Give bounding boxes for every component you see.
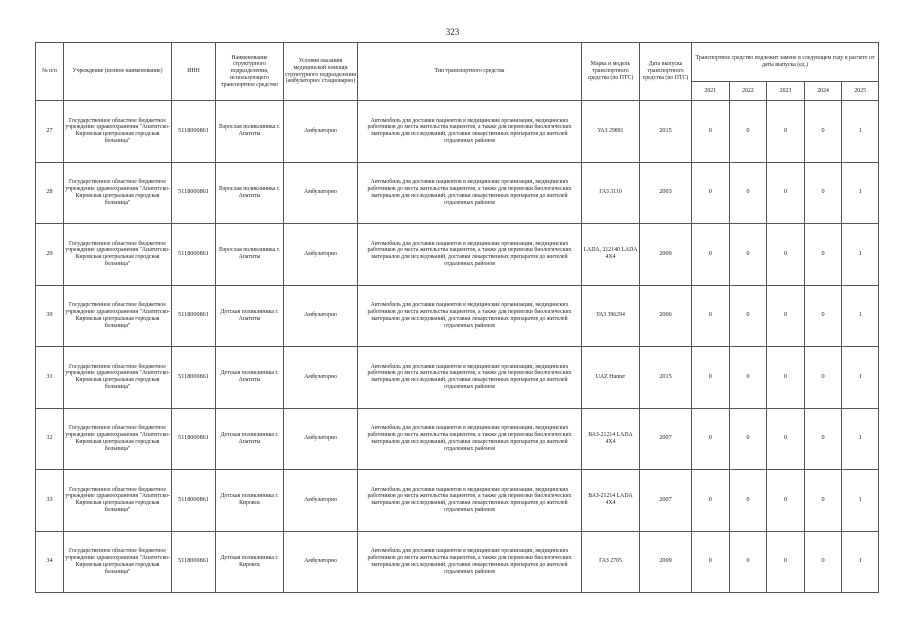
row-release-date: 2009 [640,224,692,286]
row-vehicle-type: Автомобиль для доставки пациентов в медицинские организации, медицинских работников до места жительства пациентов, а также для перевозки биологических материалов для исследований, доставки лекарственных препаратов до жителей отдаленных районов [358,285,582,347]
row-number: 33 [36,470,64,532]
header-inn: ИНН [172,43,216,101]
row-vehicle-type: Автомобиль для доставки пациентов в медицинские организации, медицинских работников до места жительства пациентов, а также для перевозки биологических материалов для исследований, доставки лекарственных препаратов до жителей отдаленных районов [358,470,582,532]
table-row [36,101,879,163]
row-number: 28 [36,162,64,224]
row-count-2024: 0 [804,101,842,163]
row-count-2022: 0 [729,470,767,532]
row-conditions: Амбулаторно [284,224,358,286]
row-number: 31 [36,347,64,409]
row-count-2025: 1 [842,531,879,593]
row-release-date: 2006 [640,285,692,347]
row-count-2024: 0 [804,347,842,409]
row-inn: 5118000861 [172,162,216,224]
row-count-2022: 0 [729,101,767,163]
row-subdivision: Детская поликлиника г. Кировск [216,470,284,532]
row-count-2023: 0 [767,470,805,532]
row-count-2024: 0 [804,531,842,593]
row-number: 34 [36,531,64,593]
table-row [36,347,879,409]
header-year-2021: 2021 [692,82,730,101]
header-year-2023: 2023 [767,82,805,101]
row-count-2024: 0 [804,285,842,347]
row-inn: 5118000861 [172,470,216,532]
row-count-2022: 0 [729,347,767,409]
row-vehicle-type: Автомобиль для доставки пациентов в медицинские организации, медицинских работников до места жительства пациентов, а также для перевозки биологических материалов для исследований, доставки лекарственных препаратов до жителей отдаленных районов [358,224,582,286]
header-year-2022: 2022 [729,82,767,101]
header-year-2025: 2025 [842,82,879,101]
row-count-2022: 0 [729,224,767,286]
row-count-2025: 1 [842,470,879,532]
row-number: 29 [36,224,64,286]
row-count-2022: 0 [729,408,767,470]
row-subdivision: Детская поликлиника г. Апатиты [216,347,284,409]
row-subdivision: Взрослая поликлиника г. Апатиты [216,101,284,163]
row-release-date: 2007 [640,470,692,532]
row-vehicle-type: Автомобиль для доставки пациентов в медицинские организации, медицинских работников до места жительства пациентов, а также для перевозки биологических материалов для исследований, доставки лекарственных препаратов до жителей отдаленных районов [358,101,582,163]
vehicle-table [35,42,879,593]
row-institution: Государственное областное бюджетное учреждение здравоохранения "Апатитско-Кировская центральная городская больница" [64,470,172,532]
row-conditions: Амбулаторно [284,347,358,409]
row-count-2021: 0 [692,101,730,163]
row-count-2023: 0 [767,224,805,286]
header-model: Марка и модель транспортного средства (по ПТС) [582,43,640,101]
row-count-2021: 0 [692,162,730,224]
header-institution: Учреждение (полное наименование) [64,43,172,101]
header-replacement: Транспортное средство подлежит замене в следующем году в расчете от даты выпуска (ед.) [692,43,879,82]
row-count-2021: 0 [692,531,730,593]
row-institution: Государственное областное бюджетное учреждение здравоохранения "Апатитско-Кировская центральная городская больница" [64,285,172,347]
header-year-2024: 2024 [804,82,842,101]
row-model: LADA, 212140 LADA 4X4 [582,224,640,286]
row-count-2023: 0 [767,347,805,409]
row-count-2021: 0 [692,470,730,532]
header-release-date: Дата выпуска транспортного средства (по ПТС) [640,43,692,101]
row-number: 32 [36,408,64,470]
row-subdivision: Детская поликлиника г. Кировск [216,531,284,593]
row-inn: 5118000861 [172,531,216,593]
row-conditions: Амбулаторно [284,162,358,224]
row-release-date: 2009 [640,531,692,593]
header-conditions: Условия оказания медицинской помощи структурного подразделения (амбулаторно/ стационарно) [284,43,358,101]
row-count-2025: 1 [842,285,879,347]
row-conditions: Амбулаторно [284,101,358,163]
row-model: ГАЗ 3110 [582,162,640,224]
row-count-2024: 0 [804,408,842,470]
row-count-2024: 0 [804,470,842,532]
row-vehicle-type: Автомобиль для доставки пациентов в медицинские организации, медицинских работников до места жительства пациентов, а также для перевозки биологических материалов для исследований, доставки лекарственных препаратов до жителей отдаленных районов [358,162,582,224]
table-row [36,285,879,347]
row-subdivision: Взрослая поликлиника г. Апатиты [216,162,284,224]
table-row [36,224,879,286]
header-type: Тип транспортного средства [358,43,582,101]
row-release-date: 2015 [640,101,692,163]
row-subdivision: Детская поликлиника г. Апатиты [216,408,284,470]
row-model: ВАЗ-21214 LADA 4X4 [582,470,640,532]
row-number: 30 [36,285,64,347]
row-conditions: Амбулаторно [284,470,358,532]
row-inn: 5118000861 [172,285,216,347]
row-count-2023: 0 [767,162,805,224]
row-conditions: Амбулаторно [284,285,358,347]
row-institution: Государственное областное бюджетное учреждение здравоохранения "Апатитско-Кировская центральная городская больница" [64,224,172,286]
row-inn: 5118000861 [172,224,216,286]
row-count-2025: 1 [842,162,879,224]
row-model: ГАЗ 2705 [582,531,640,593]
row-count-2023: 0 [767,531,805,593]
row-count-2023: 0 [767,101,805,163]
row-count-2025: 1 [842,347,879,409]
row-count-2021: 0 [692,224,730,286]
row-vehicle-type: Автомобиль для доставки пациентов в медицинские организации, медицинских работников до места жительства пациентов, а также для перевозки биологических материалов для исследований, доставки лекарственных препаратов до жителей отдаленных районов [358,347,582,409]
row-count-2025: 1 [842,101,879,163]
row-count-2022: 0 [729,162,767,224]
row-count-2025: 1 [842,408,879,470]
row-count-2021: 0 [692,285,730,347]
row-release-date: 2007 [640,408,692,470]
row-count-2021: 0 [692,347,730,409]
row-count-2022: 0 [729,531,767,593]
table-row [36,531,879,593]
table-row [36,408,879,470]
row-institution: Государственное областное бюджетное учреждение здравоохранения "Апатитско-Кировская центральная городская больница" [64,101,172,163]
table-row [36,162,879,224]
row-institution: Государственное областное бюджетное учреждение здравоохранения "Апатитско-Кировская центральная городская больница" [64,347,172,409]
row-subdivision: Взрослая поликлиника г. Апатиты [216,224,284,286]
row-conditions: Амбулаторно [284,408,358,470]
header-num: № п/п [36,43,64,101]
header-subdivision: Наименование структурного подразделения, использующего транспортное средство [216,43,284,101]
row-vehicle-type: Автомобиль для доставки пациентов в медицинские организации, медицинских работников до места жительства пациентов, а также для перевозки биологических материалов для исследований, доставки лекарственных препаратов до жителей отдаленных районов [358,531,582,593]
row-count-2025: 1 [842,224,879,286]
row-release-date: 2015 [640,347,692,409]
row-institution: Государственное областное бюджетное учреждение здравоохранения "Апатитско-Кировская центральная городская больница" [64,162,172,224]
row-count-2024: 0 [804,162,842,224]
row-institution: Государственное областное бюджетное учреждение здравоохранения "Апатитско-Кировская центральная городская больница" [64,408,172,470]
row-conditions: Амбулаторно [284,531,358,593]
row-vehicle-type: Автомобиль для доставки пациентов в медицинские организации, медицинских работников до места жительства пациентов, а также для перевозки биологических материалов для исследований, доставки лекарственных препаратов до жителей отдаленных районов [358,408,582,470]
row-model: ВАЗ-21214 LADA 4X4 [582,408,640,470]
row-model: УАЗ 29891 [582,101,640,163]
page-number: 323 [445,27,460,37]
row-count-2021: 0 [692,408,730,470]
row-count-2023: 0 [767,285,805,347]
row-number: 27 [36,101,64,163]
row-count-2023: 0 [767,408,805,470]
row-subdivision: Детская поликлиника г. Апатиты [216,285,284,347]
row-model: UAZ Hunter [582,347,640,409]
row-count-2022: 0 [729,285,767,347]
row-inn: 5118000861 [172,347,216,409]
row-institution: Государственное областное бюджетное учреждение здравоохранения "Апатитско-Кировская центральная городская больница" [64,531,172,593]
row-inn: 5118000861 [172,408,216,470]
row-inn: 5118000861 [172,101,216,163]
row-release-date: 2003 [640,162,692,224]
row-count-2024: 0 [804,224,842,286]
table-row [36,470,879,532]
row-model: УАЗ 396294 [582,285,640,347]
